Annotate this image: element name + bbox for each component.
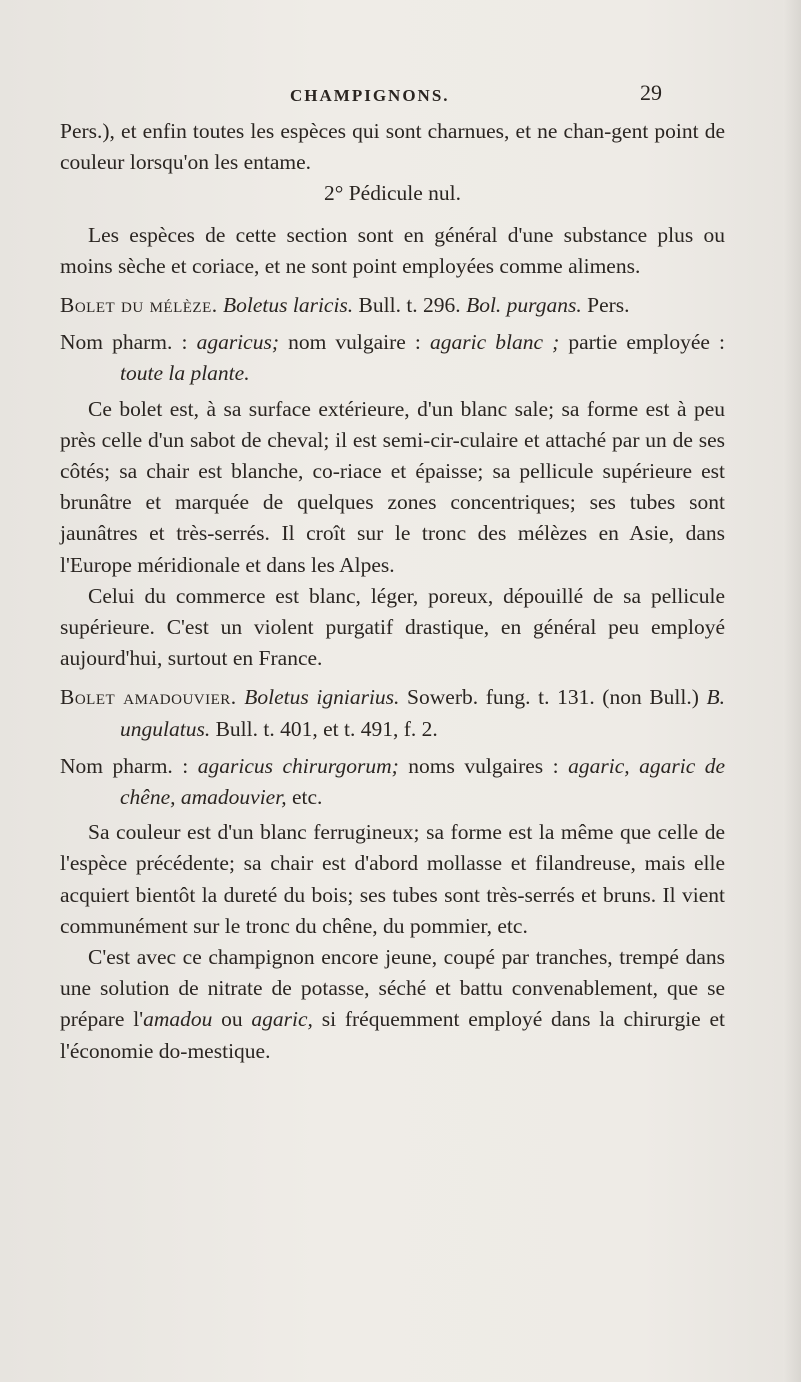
page-spine-shadow [783,0,801,1382]
vulgar-label: noms vulgaires : [408,753,559,778]
paragraph-section-intro [60,220,725,282]
species-latin-name: Boletus igniarius. [244,685,400,710]
paragraph-continuation [60,116,725,178]
paragraph-text: Les espèces de cette section sont en général d'une substance plus ou moins sèche et coriace, et ne sont point employées comme alimens. [60,222,725,278]
pharm-label: Nom pharm. : [60,330,188,355]
paragraph-text: C'est avec ce champignon encore jeune, coupé par tranches, trempé dans une solution de nitrate de potasse, séché et battu convenablement, que se prépare l' [60,945,725,1032]
species-common-name: Bolet amadouvier. [60,685,237,710]
paragraph-amadou-preparation [60,942,725,1067]
term-amadou: amadou [143,1007,213,1032]
vulgar-names: agaric, agaric de chêne, amadouvier, [120,753,726,810]
section-heading-text: 2° Pédicule nul. [324,181,461,206]
term-agaric: agaric, [251,1007,313,1032]
species-reference: Sowerb. fung. t. 131. (non Bull.) [407,685,699,710]
species-reference: Bull. t. 296. [358,293,461,318]
vulgar-name: agaric blanc ; [430,330,560,355]
paragraph-text: ou [212,1007,252,1032]
species-entry-amadouvier [60,682,725,744]
paragraph-description-meleze [60,394,725,581]
species-synonym: B. ungulatus. [120,685,726,741]
paragraph-text: si fréquemment employé dans la chirurgie et l'économie do-mestique. [60,1007,726,1063]
species-synonym: Bol. purgans. [466,293,582,318]
vulgar-label: nom vulgaire : [288,330,421,355]
paragraph-description-amadouvier [60,817,725,942]
pharm-names-meleze [60,327,725,389]
section-heading [60,178,725,209]
running-title: CHAMPIGNONS. [290,86,450,105]
page-number: 29 [640,80,662,105]
part-label: partie employée : [568,330,726,355]
body-text [60,110,725,1067]
species-latin-name: Boletus laricis. [222,293,354,318]
species-common-name: Bolet du mélèze. [60,293,218,318]
species-entry-meleze [60,290,725,321]
pharm-names-amadouvier [60,751,725,813]
etc-text: etc. [291,785,323,810]
pharm-label: Nom pharm. : [60,753,189,778]
pharm-name: agaricus chirurgorum; [197,753,399,778]
paragraph-text: Pers.), et enfin toutes les espèces qui sont charnues, et ne chan-gent point de couleur lorsqu'on les entame. [60,119,725,175]
species-synonym-author: Pers. [587,293,630,318]
paragraph-text: Ce bolet est, à sa surface extérieure, d'un blanc sale; sa forme est à peu près celle d'un sabot de cheval; il est semi-cir-culaire et attaché par un de ses côtés; sa chair est blanche, co-riace et épaisse; sa pellicule supérieure est brunâtre et marquée de quelques zones concentriques; ses tubes sont jaunâtres et très-serrés. Il croît sur le tronc des mélèzes en Asie, dans l'Europe méridionale et dans les Alpes. [60,396,725,577]
paragraph-text: Celui du commerce est blanc, léger, poreux, dépouillé de sa pellicule supérieure. C'est un violent purgatif drastique, en général peu employé aujourd'hui, surtout en France. [60,583,725,671]
part-value: toute la plante. [120,361,250,386]
pharm-name: agaricus; [196,330,279,355]
paragraph-commerce [60,581,725,675]
paragraph-text: Sa couleur est d'un blanc ferrugineux; sa forme est la même que celle de l'espèce précédente; sa chair est d'abord mollasse et filandreuse, mais elle acquiert bientôt la dureté du bois; ses tubes sont très-serrés et bruns. Il vient communément sur le tronc du chêne, du pommier, etc. [60,820,725,938]
species-synonym-reference: Bull. t. 401, et t. 491, f. 2. [215,716,438,741]
